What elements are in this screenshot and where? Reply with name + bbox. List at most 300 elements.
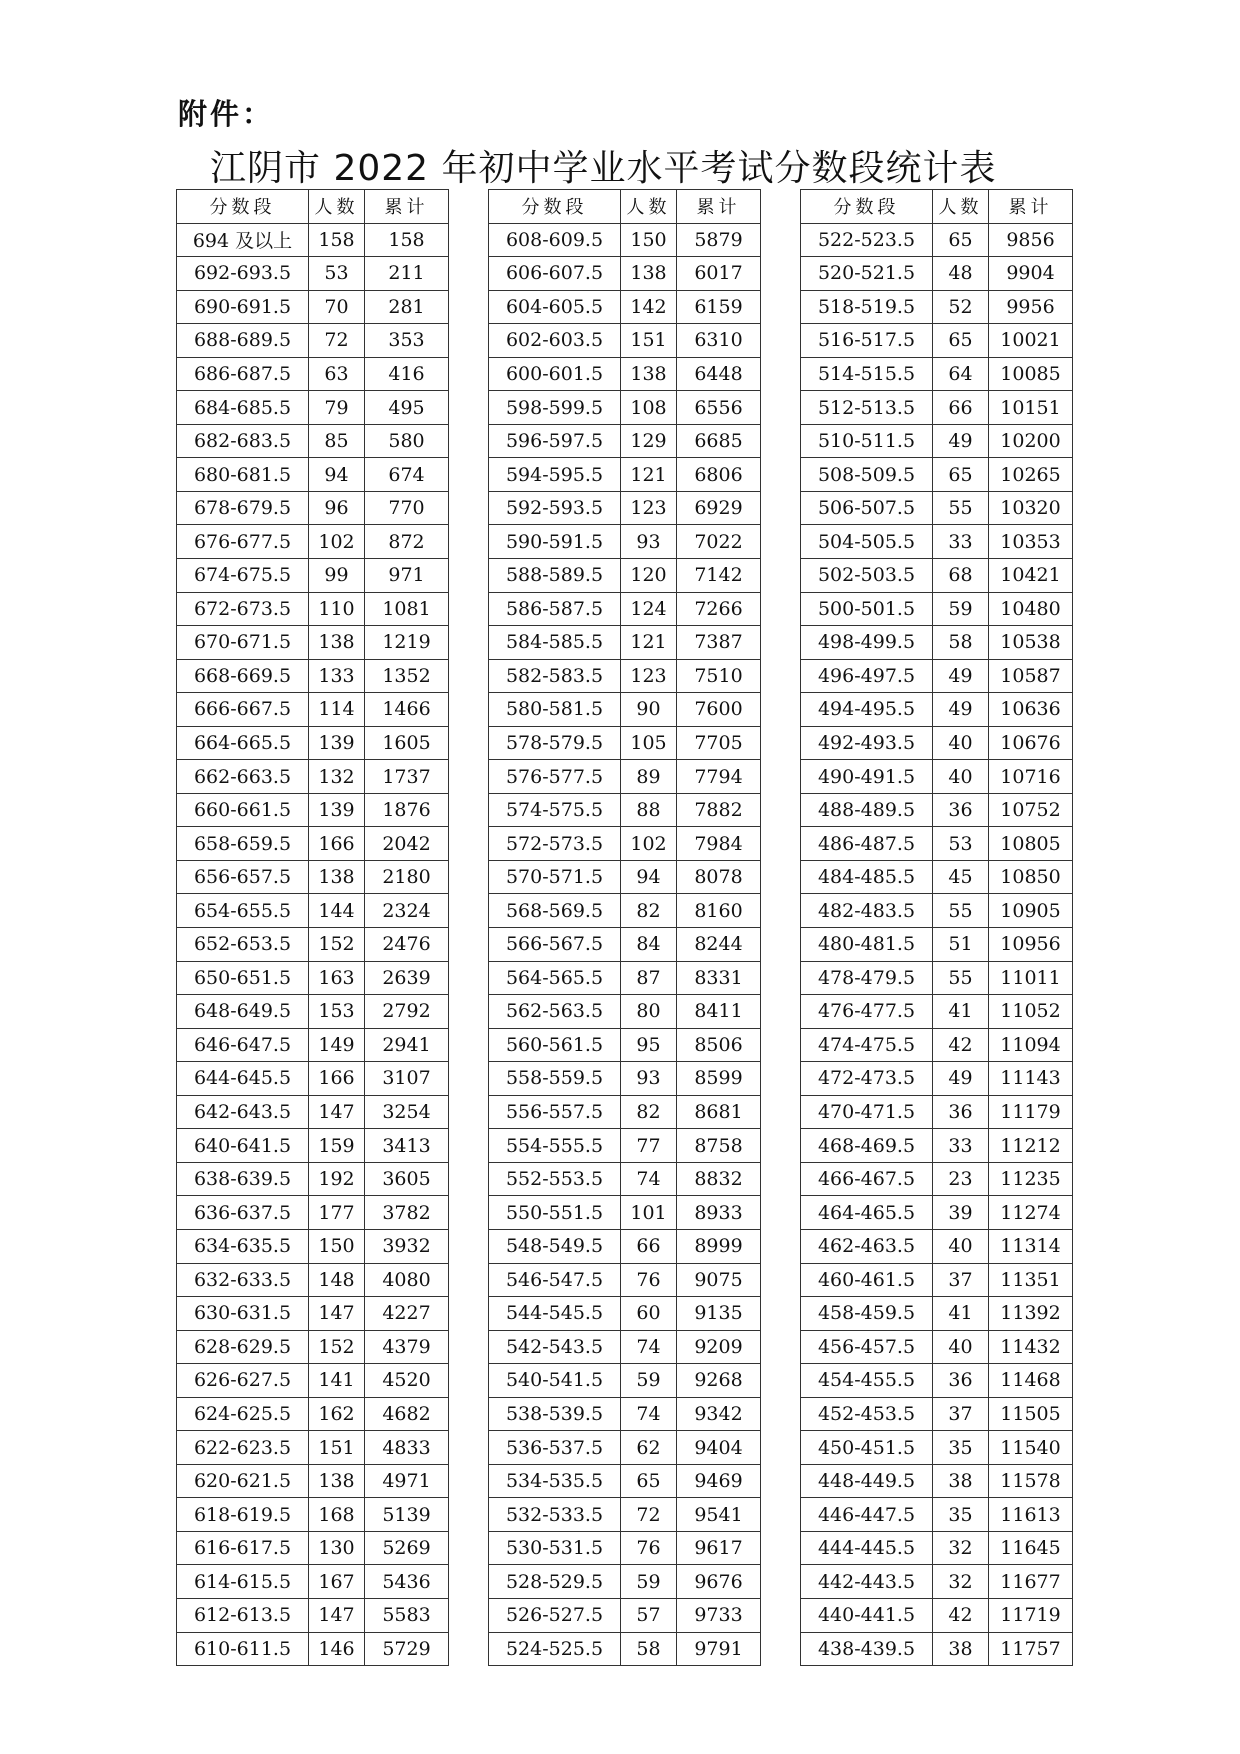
count-cell: 93 xyxy=(621,1062,677,1096)
document-title: 江阴市 2022 年初中学业水平考试分数段统计表 xyxy=(210,148,997,189)
table-row xyxy=(489,1162,761,1196)
count-cell: 36 xyxy=(933,1364,989,1398)
score-range-cell: 656-657.5 xyxy=(177,860,309,894)
score-range-cell: 486-487.5 xyxy=(801,827,933,861)
cumulative-cell: 9075 xyxy=(677,1263,761,1297)
cumulative-header: 累计 xyxy=(677,190,761,224)
cumulative-cell: 10421 xyxy=(989,559,1073,593)
cumulative-cell: 10587 xyxy=(989,659,1073,693)
table-row xyxy=(801,1196,1073,1230)
table-row xyxy=(801,1431,1073,1465)
table-row xyxy=(801,659,1073,693)
cumulative-cell: 158 xyxy=(365,223,449,257)
table-row xyxy=(801,1598,1073,1632)
table-row xyxy=(489,257,761,291)
table-row xyxy=(489,1263,761,1297)
score-range-cell: 542-543.5 xyxy=(489,1330,621,1364)
count-cell: 138 xyxy=(309,1464,365,1498)
table-row xyxy=(177,1565,449,1599)
table-header-row xyxy=(801,190,1073,224)
score-range-cell: 638-639.5 xyxy=(177,1162,309,1196)
count-cell: 64 xyxy=(933,357,989,391)
cumulative-cell: 10200 xyxy=(989,424,1073,458)
score-range-cell: 506-507.5 xyxy=(801,491,933,525)
table-row xyxy=(177,1397,449,1431)
score-range-cell: 676-677.5 xyxy=(177,525,309,559)
count-cell: 166 xyxy=(309,1062,365,1096)
count-cell: 147 xyxy=(309,1598,365,1632)
count-cell: 162 xyxy=(309,1397,365,1431)
table-row xyxy=(177,626,449,660)
score-range-cell: 482-483.5 xyxy=(801,894,933,928)
score-range-cell: 662-663.5 xyxy=(177,760,309,794)
cumulative-cell: 8599 xyxy=(677,1062,761,1096)
score-range-cell: 530-531.5 xyxy=(489,1531,621,1565)
count-cell: 151 xyxy=(621,324,677,358)
score-range-cell: 488-489.5 xyxy=(801,793,933,827)
cumulative-cell: 1352 xyxy=(365,659,449,693)
count-cell: 55 xyxy=(933,491,989,525)
count-cell: 138 xyxy=(309,860,365,894)
count-cell: 163 xyxy=(309,961,365,995)
cumulative-cell: 3782 xyxy=(365,1196,449,1230)
count-cell: 68 xyxy=(933,559,989,593)
cumulative-cell: 10805 xyxy=(989,827,1073,861)
attachment-label: 附件： xyxy=(178,97,275,131)
table-row xyxy=(801,1229,1073,1263)
cumulative-cell: 4682 xyxy=(365,1397,449,1431)
table-row xyxy=(177,827,449,861)
count-cell: 102 xyxy=(309,525,365,559)
score-range-cell: 582-583.5 xyxy=(489,659,621,693)
cumulative-cell: 4080 xyxy=(365,1263,449,1297)
table-row xyxy=(489,1598,761,1632)
cumulative-cell: 10956 xyxy=(989,928,1073,962)
table-row xyxy=(177,1330,449,1364)
score-range-cell: 444-445.5 xyxy=(801,1531,933,1565)
table-row xyxy=(801,391,1073,425)
count-cell: 130 xyxy=(309,1531,365,1565)
table-row xyxy=(801,491,1073,525)
score-range-cell: 660-661.5 xyxy=(177,793,309,827)
score-range-cell: 534-535.5 xyxy=(489,1464,621,1498)
cumulative-cell: 5269 xyxy=(365,1531,449,1565)
score-range-cell: 694 及以上 xyxy=(177,223,309,257)
count-cell: 39 xyxy=(933,1196,989,1230)
table-row xyxy=(177,1431,449,1465)
count-cell: 65 xyxy=(933,324,989,358)
table-row xyxy=(489,525,761,559)
count-cell: 138 xyxy=(621,257,677,291)
table-row xyxy=(177,1028,449,1062)
score-range-cell: 618-619.5 xyxy=(177,1498,309,1532)
cumulative-cell: 8078 xyxy=(677,860,761,894)
score-range-cell: 480-481.5 xyxy=(801,928,933,962)
cumulative-cell: 10480 xyxy=(989,592,1073,626)
score-range-cell: 550-551.5 xyxy=(489,1196,621,1230)
table-row xyxy=(177,793,449,827)
table-row xyxy=(801,458,1073,492)
count-cell: 41 xyxy=(933,995,989,1029)
table-row xyxy=(177,1464,449,1498)
table-row xyxy=(801,324,1073,358)
score-range-cell: 596-597.5 xyxy=(489,424,621,458)
cumulative-cell: 9135 xyxy=(677,1297,761,1331)
table-row xyxy=(489,760,761,794)
score-range-cell: 526-527.5 xyxy=(489,1598,621,1632)
table-row xyxy=(489,1431,761,1465)
table-row xyxy=(801,1632,1073,1666)
cumulative-cell: 11613 xyxy=(989,1498,1073,1532)
count-cell: 95 xyxy=(621,1028,677,1062)
table-row xyxy=(801,1028,1073,1062)
score-range-cell: 524-525.5 xyxy=(489,1632,621,1666)
score-range-cell: 580-581.5 xyxy=(489,693,621,727)
count-cell: 142 xyxy=(621,290,677,324)
count-cell: 74 xyxy=(621,1162,677,1196)
count-cell: 70 xyxy=(309,290,365,324)
count-cell: 105 xyxy=(621,726,677,760)
cumulative-cell: 580 xyxy=(365,424,449,458)
score-range-cell: 556-557.5 xyxy=(489,1095,621,1129)
cumulative-cell: 9209 xyxy=(677,1330,761,1364)
count-cell: 82 xyxy=(621,1095,677,1129)
score-range-cell: 678-679.5 xyxy=(177,491,309,525)
count-cell: 55 xyxy=(933,961,989,995)
score-range-cell: 464-465.5 xyxy=(801,1196,933,1230)
cumulative-cell: 872 xyxy=(365,525,449,559)
score-range-cell: 632-633.5 xyxy=(177,1263,309,1297)
score-range-cell: 644-645.5 xyxy=(177,1062,309,1096)
count-cell: 52 xyxy=(933,290,989,324)
table-row xyxy=(177,760,449,794)
table-row xyxy=(801,1162,1073,1196)
table-row xyxy=(801,1531,1073,1565)
count-cell: 148 xyxy=(309,1263,365,1297)
table-row xyxy=(177,391,449,425)
count-cell: 33 xyxy=(933,525,989,559)
count-cell: 133 xyxy=(309,659,365,693)
count-cell: 121 xyxy=(621,626,677,660)
score-range-cell: 674-675.5 xyxy=(177,559,309,593)
score-range-cell: 510-511.5 xyxy=(801,424,933,458)
table-row xyxy=(177,995,449,1029)
table-row xyxy=(489,1565,761,1599)
count-cell: 65 xyxy=(621,1464,677,1498)
score-range-cell: 446-447.5 xyxy=(801,1498,933,1532)
cumulative-cell: 11645 xyxy=(989,1531,1073,1565)
count-cell: 49 xyxy=(933,424,989,458)
table-row xyxy=(489,626,761,660)
score-range-cell: 508-509.5 xyxy=(801,458,933,492)
count-cell: 146 xyxy=(309,1632,365,1666)
count-cell: 35 xyxy=(933,1498,989,1532)
cumulative-cell: 11274 xyxy=(989,1196,1073,1230)
score-range-cell: 450-451.5 xyxy=(801,1431,933,1465)
cumulative-cell: 5436 xyxy=(365,1565,449,1599)
cumulative-cell: 10021 xyxy=(989,324,1073,358)
cumulative-cell: 8681 xyxy=(677,1095,761,1129)
count-cell: 177 xyxy=(309,1196,365,1230)
count-cell: 33 xyxy=(933,1129,989,1163)
cumulative-cell: 9617 xyxy=(677,1531,761,1565)
count-cell: 82 xyxy=(621,894,677,928)
cumulative-cell: 7266 xyxy=(677,592,761,626)
score-range-cell: 538-539.5 xyxy=(489,1397,621,1431)
cumulative-cell: 8506 xyxy=(677,1028,761,1062)
table-row xyxy=(801,1565,1073,1599)
cumulative-cell: 6310 xyxy=(677,324,761,358)
cumulative-cell: 10538 xyxy=(989,626,1073,660)
score-range-cell: 566-567.5 xyxy=(489,928,621,962)
score-range-cell: 690-691.5 xyxy=(177,290,309,324)
cumulative-cell: 7794 xyxy=(677,760,761,794)
count-cell: 151 xyxy=(309,1431,365,1465)
score-range-cell: 636-637.5 xyxy=(177,1196,309,1230)
table-row xyxy=(801,1297,1073,1331)
cumulative-cell: 9856 xyxy=(989,223,1073,257)
table-row xyxy=(177,659,449,693)
table-row xyxy=(489,458,761,492)
count-cell: 123 xyxy=(621,491,677,525)
score-range-cell: 476-477.5 xyxy=(801,995,933,1029)
table-row xyxy=(177,525,449,559)
table-row xyxy=(801,1095,1073,1129)
count-cell: 152 xyxy=(309,928,365,962)
count-cell: 40 xyxy=(933,1330,989,1364)
score-range-cell: 652-653.5 xyxy=(177,928,309,962)
score-range-cell: 440-441.5 xyxy=(801,1598,933,1632)
count-cell: 139 xyxy=(309,793,365,827)
score-range-cell: 470-471.5 xyxy=(801,1095,933,1129)
table-row xyxy=(801,860,1073,894)
count-cell: 32 xyxy=(933,1565,989,1599)
score-range-header: 分数段 xyxy=(489,190,621,224)
table-row xyxy=(801,223,1073,257)
cumulative-cell: 10353 xyxy=(989,525,1073,559)
cumulative-cell: 7387 xyxy=(677,626,761,660)
table-row xyxy=(177,357,449,391)
table-row xyxy=(177,693,449,727)
score-range-cell: 586-587.5 xyxy=(489,592,621,626)
score-table-3 xyxy=(800,189,1073,1666)
table-row xyxy=(489,928,761,962)
count-cell: 49 xyxy=(933,693,989,727)
table-row xyxy=(801,1464,1073,1498)
count-cell: 123 xyxy=(621,659,677,693)
score-range-cell: 442-443.5 xyxy=(801,1565,933,1599)
table-row xyxy=(177,1598,449,1632)
score-range-cell: 462-463.5 xyxy=(801,1229,933,1263)
count-cell: 79 xyxy=(309,391,365,425)
count-cell: 65 xyxy=(933,223,989,257)
cumulative-cell: 5139 xyxy=(365,1498,449,1532)
table-row xyxy=(489,726,761,760)
score-range-cell: 502-503.5 xyxy=(801,559,933,593)
table-row xyxy=(489,1531,761,1565)
table-row xyxy=(489,324,761,358)
count-cell: 41 xyxy=(933,1297,989,1331)
table-row xyxy=(489,827,761,861)
count-cell: 74 xyxy=(621,1397,677,1431)
cumulative-cell: 11392 xyxy=(989,1297,1073,1331)
table-row xyxy=(489,1229,761,1263)
count-cell: 58 xyxy=(621,1632,677,1666)
score-range-cell: 576-577.5 xyxy=(489,760,621,794)
count-cell: 59 xyxy=(621,1565,677,1599)
count-header: 人数 xyxy=(309,190,365,224)
score-range-cell: 466-467.5 xyxy=(801,1162,933,1196)
table-row xyxy=(489,1297,761,1331)
count-cell: 94 xyxy=(309,458,365,492)
score-range-cell: 692-693.5 xyxy=(177,257,309,291)
count-cell: 49 xyxy=(933,659,989,693)
cumulative-cell: 7600 xyxy=(677,693,761,727)
count-cell: 72 xyxy=(309,324,365,358)
score-range-cell: 500-501.5 xyxy=(801,592,933,626)
cumulative-cell: 4379 xyxy=(365,1330,449,1364)
table-row xyxy=(489,693,761,727)
cumulative-cell: 211 xyxy=(365,257,449,291)
count-cell: 110 xyxy=(309,592,365,626)
score-range-cell: 516-517.5 xyxy=(801,324,933,358)
cumulative-cell: 8244 xyxy=(677,928,761,962)
cumulative-cell: 5879 xyxy=(677,223,761,257)
score-range-cell: 624-625.5 xyxy=(177,1397,309,1431)
count-cell: 87 xyxy=(621,961,677,995)
count-cell: 57 xyxy=(621,1598,677,1632)
score-range-cell: 572-573.5 xyxy=(489,827,621,861)
count-cell: 120 xyxy=(621,559,677,593)
score-range-cell: 474-475.5 xyxy=(801,1028,933,1062)
score-range-cell: 650-651.5 xyxy=(177,961,309,995)
table-row xyxy=(801,559,1073,593)
count-cell: 60 xyxy=(621,1297,677,1331)
cumulative-cell: 971 xyxy=(365,559,449,593)
score-range-cell: 490-491.5 xyxy=(801,760,933,794)
table-row xyxy=(489,1464,761,1498)
score-range-cell: 472-473.5 xyxy=(801,1062,933,1096)
table-row xyxy=(489,1330,761,1364)
count-cell: 59 xyxy=(621,1364,677,1398)
score-range-cell: 448-449.5 xyxy=(801,1464,933,1498)
table-row xyxy=(801,257,1073,291)
table-row xyxy=(489,491,761,525)
cumulative-cell: 11052 xyxy=(989,995,1073,1029)
cumulative-cell: 1737 xyxy=(365,760,449,794)
cumulative-cell: 770 xyxy=(365,491,449,525)
count-cell: 132 xyxy=(309,760,365,794)
count-cell: 42 xyxy=(933,1028,989,1062)
score-range-cell: 492-493.5 xyxy=(801,726,933,760)
table-row xyxy=(177,290,449,324)
score-range-cell: 460-461.5 xyxy=(801,1263,933,1297)
cumulative-cell: 8331 xyxy=(677,961,761,995)
count-header: 人数 xyxy=(621,190,677,224)
score-range-cell: 600-601.5 xyxy=(489,357,621,391)
cumulative-cell: 9733 xyxy=(677,1598,761,1632)
count-cell: 150 xyxy=(621,223,677,257)
score-range-cell: 512-513.5 xyxy=(801,391,933,425)
score-range-cell: 672-673.5 xyxy=(177,592,309,626)
table-row xyxy=(177,1531,449,1565)
table-row xyxy=(801,760,1073,794)
table-row xyxy=(177,458,449,492)
cumulative-cell: 11143 xyxy=(989,1062,1073,1096)
score-range-cell: 608-609.5 xyxy=(489,223,621,257)
table-row xyxy=(177,1263,449,1297)
cumulative-cell: 6448 xyxy=(677,357,761,391)
table-row xyxy=(177,1062,449,1096)
cumulative-cell: 11677 xyxy=(989,1565,1073,1599)
cumulative-cell: 353 xyxy=(365,324,449,358)
count-cell: 101 xyxy=(621,1196,677,1230)
score-range-cell: 630-631.5 xyxy=(177,1297,309,1331)
count-cell: 108 xyxy=(621,391,677,425)
table-row xyxy=(177,961,449,995)
count-cell: 89 xyxy=(621,760,677,794)
score-range-cell: 688-689.5 xyxy=(177,324,309,358)
score-range-cell: 574-575.5 xyxy=(489,793,621,827)
count-cell: 129 xyxy=(621,424,677,458)
table-row xyxy=(801,592,1073,626)
table-row xyxy=(801,1330,1073,1364)
score-range-cell: 634-635.5 xyxy=(177,1229,309,1263)
table-row xyxy=(489,1095,761,1129)
count-cell: 147 xyxy=(309,1095,365,1129)
table-row xyxy=(489,391,761,425)
table-row xyxy=(801,1062,1073,1096)
cumulative-cell: 1605 xyxy=(365,726,449,760)
cumulative-cell: 11505 xyxy=(989,1397,1073,1431)
table-row xyxy=(489,1062,761,1096)
score-range-cell: 570-571.5 xyxy=(489,860,621,894)
cumulative-cell: 7510 xyxy=(677,659,761,693)
score-range-cell: 532-533.5 xyxy=(489,1498,621,1532)
count-cell: 150 xyxy=(309,1229,365,1263)
count-cell: 152 xyxy=(309,1330,365,1364)
table-row xyxy=(801,626,1073,660)
score-range-cell: 546-547.5 xyxy=(489,1263,621,1297)
score-range-cell: 520-521.5 xyxy=(801,257,933,291)
score-range-cell: 536-537.5 xyxy=(489,1431,621,1465)
count-cell: 63 xyxy=(309,357,365,391)
count-cell: 149 xyxy=(309,1028,365,1062)
cumulative-cell: 11179 xyxy=(989,1095,1073,1129)
cumulative-cell: 1876 xyxy=(365,793,449,827)
score-range-header: 分数段 xyxy=(801,190,933,224)
cumulative-cell: 9676 xyxy=(677,1565,761,1599)
score-range-cell: 684-685.5 xyxy=(177,391,309,425)
cumulative-cell: 8160 xyxy=(677,894,761,928)
count-cell: 94 xyxy=(621,860,677,894)
table-row xyxy=(177,1297,449,1331)
score-table-2 xyxy=(488,189,761,1666)
count-cell: 37 xyxy=(933,1397,989,1431)
score-range-cell: 686-687.5 xyxy=(177,357,309,391)
count-cell: 42 xyxy=(933,1598,989,1632)
cumulative-cell: 3413 xyxy=(365,1129,449,1163)
score-range-cell: 612-613.5 xyxy=(177,1598,309,1632)
cumulative-cell: 7882 xyxy=(677,793,761,827)
score-range-cell: 594-595.5 xyxy=(489,458,621,492)
cumulative-cell: 10320 xyxy=(989,491,1073,525)
table-row xyxy=(177,592,449,626)
count-cell: 80 xyxy=(621,995,677,1029)
count-cell: 144 xyxy=(309,894,365,928)
count-cell: 38 xyxy=(933,1464,989,1498)
table-row xyxy=(489,793,761,827)
